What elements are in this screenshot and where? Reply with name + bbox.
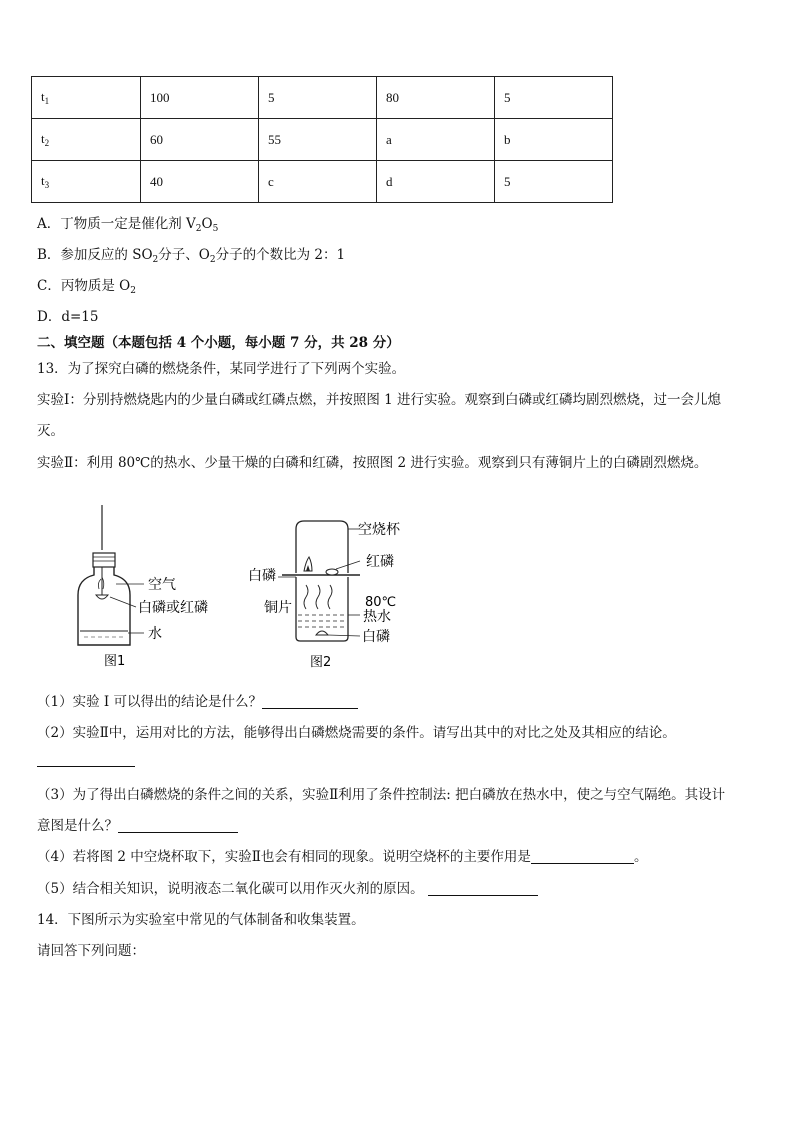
option-b: B．参加反应的 $SO_2$分子、$O_2$分子的个数比为 2：1 [37,247,346,265]
q13-exp1-line1: 实验Ⅰ：分别持燃烧匙内的少量白磷或红磷点燃，并按照图 1 进行实验。观察到白磷或红磷均剧烈燃烧，过一会儿熄 [37,392,722,408]
table-cell: 100 [141,77,259,119]
table-row [32,161,613,203]
q14-stem: 14．下图所示为实验室中常见的气体制备和收集装置。 [37,912,365,928]
table-row [32,119,613,161]
fig2-label-copper: 铜片 [264,600,292,616]
q13-exp2: 实验Ⅱ：利用 80℃的热水、少量干燥的白磷和红磷，按照图 2 进行实验。观察到只有薄铜片上的白磷剧烈燃烧。 [37,455,708,471]
q13-sub4: （4）若将图 2 中空烧杯取下，实验Ⅱ也会有相同的现象。说明空烧杯的主要作用是 。 [37,849,648,865]
option-c: C．丙物质是 $O_2$ [37,278,136,296]
fig2-label-hot-water: 热水 [363,609,391,625]
q13-sub1: （1）实验 I 可以得出的结论是什么？ [37,690,358,710]
figure-1 [72,505,232,675]
q13-sub3-line2: 意图是什么？ [37,814,238,834]
option-a: A．丁物质一定是催化剂 $V_2O_5$ [37,216,219,234]
q13-sub5: （5）结合相关知识，说明液态二氧化碳可以用作灭火剂的原因。 [37,877,538,897]
q13-sub2-answer [37,752,135,768]
fig2-label-white-phosphorus-bottom: 白磷 [362,629,390,645]
q13-sub3-line1: （3）为了得出白磷燃烧的条件之间的关系，实验Ⅱ利用了条件控制法: 把白磷放在热水中，使之与空气隔绝。其设计 [37,787,726,803]
answer-blank[interactable] [37,752,135,767]
fig1-caption: 图1 [104,654,126,669]
fig1-label-water: 水 [148,626,162,642]
table-row [32,77,613,119]
table-cell: 5 [259,77,377,119]
table-cell: 60 [141,119,259,161]
fig1-label-air: 空气 [148,577,176,593]
time-cell: $t_1$ [32,77,141,119]
fig2-label-red-phosphorus: 红磷 [366,554,394,570]
reaction-data-table [31,76,613,203]
answer-blank[interactable] [531,849,634,864]
fig1-label-phosphorus: 白磷或红磷 [138,600,208,616]
table-cell: a [377,119,495,161]
time-cell: $t_2$ [32,119,141,161]
q13-exp1-line2: 灭。 [37,423,64,439]
answer-blank[interactable] [262,694,358,709]
fig2-label-temperature: 80℃ [365,595,397,610]
option-d: D．d=15 [37,309,99,325]
fig2-label-cup: 空烧杯 [358,522,400,538]
answer-blank[interactable] [428,881,538,896]
section-title: 二、填空题（本题包括 4 个小题，每小题 7 分，共 28 分） [37,335,400,351]
q13-sub2: （2）实验Ⅱ中，运用对比的方法，能够得出白磷燃烧需要的条件。请写出其中的对比之处及其相应的结论。 [37,725,676,741]
table-cell: d [377,161,495,203]
table-cell: c [259,161,377,203]
table-cell: 5 [495,77,613,119]
q14-prompt: 请回答下列问题： [37,943,145,959]
answer-blank[interactable] [118,818,238,833]
fig2-caption: 图2 [310,655,332,670]
table-cell: b [495,119,613,161]
figure-1-drawing [72,505,232,675]
table-cell: 40 [141,161,259,203]
table-cell: 55 [259,119,377,161]
time-cell: $t_3$ [32,161,141,203]
fig2-label-white-phosphorus-left: 白磷 [248,568,276,584]
table-cell: 5 [495,161,613,203]
table-cell: 80 [377,77,495,119]
figure-2 [248,515,418,675]
figure-2-drawing [248,515,418,675]
q13-stem: 13．为了探究白磷的燃烧条件，某同学进行了下列两个实验。 [37,361,406,377]
